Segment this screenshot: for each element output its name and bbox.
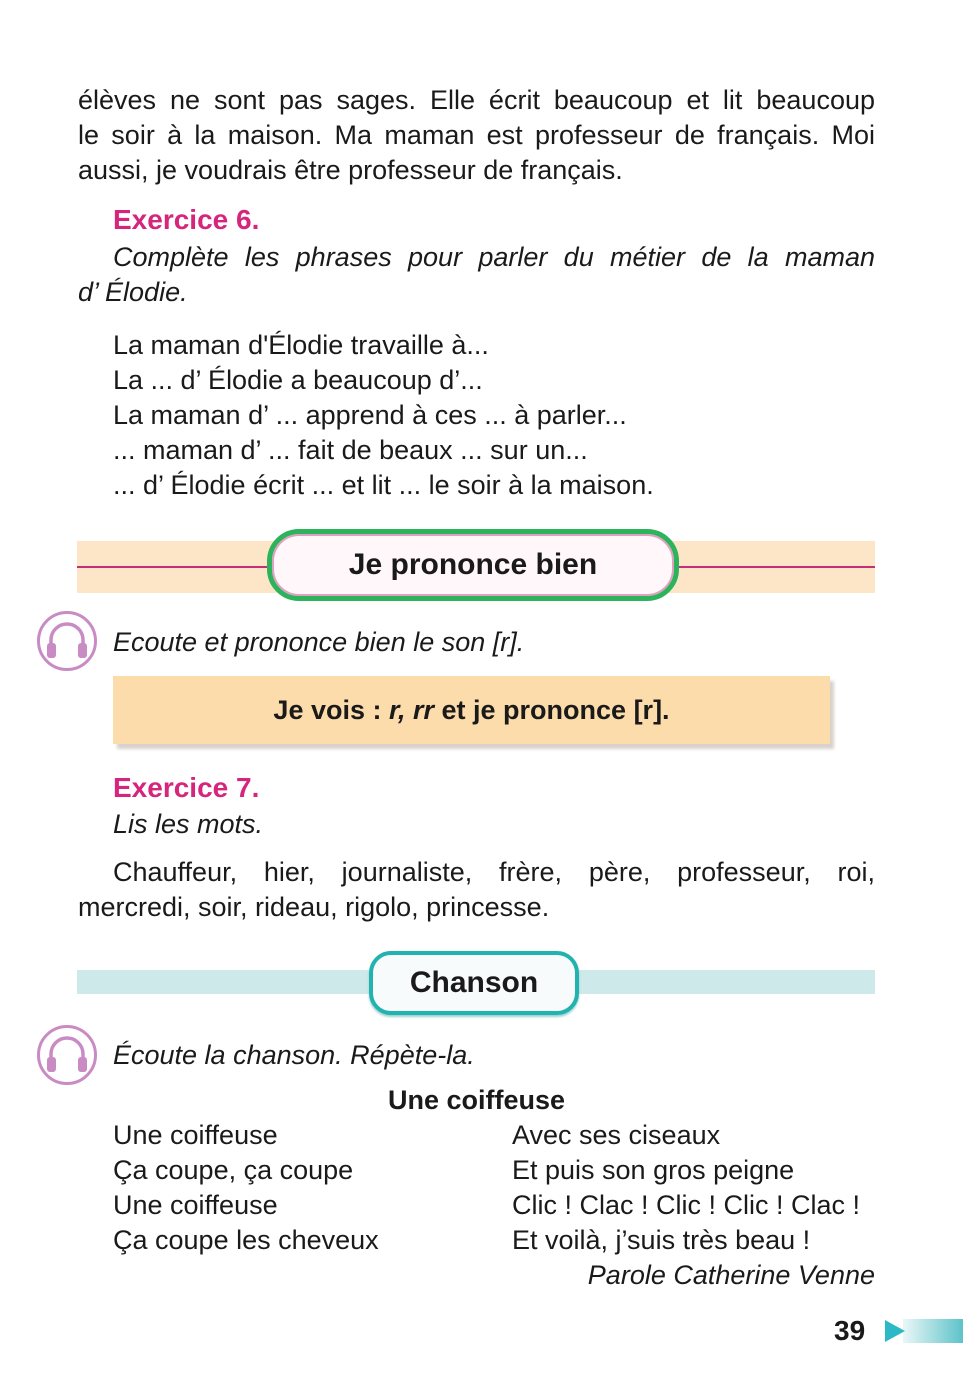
list-item: ... maman d’ ... fait de beaux ... sur un...	[113, 435, 588, 465]
exercise-7-title: Exercice 7.	[113, 772, 260, 803]
page-number: 39	[834, 1315, 866, 1346]
pronounce-section-title	[267, 529, 679, 601]
exercise-6-title: Exercice 6.	[113, 204, 260, 235]
verse-line: Une coiffeuse	[113, 1190, 278, 1220]
list-item: ... d’ Élodie écrit ... et lit ... le soir à la maison.	[113, 470, 654, 500]
intro-line-3: aussi, je voudrais être professeur de français.	[78, 155, 623, 185]
exercise-7-words-line-1: Chauffeur, hier, journaliste, frère, père, professeur, roi,	[113, 857, 875, 887]
intro-line-2: le soir à la maison. Ma maman est professeur de français. Moi	[78, 120, 875, 150]
rule-prefix: Je vois :	[273, 694, 389, 725]
verse-line: Ça coupe, ça coupe	[113, 1155, 354, 1185]
song-credit: Parole Catherine Venne	[587, 1260, 875, 1290]
next-page-arrow-icon	[883, 1318, 963, 1344]
headphones-icon[interactable]	[36, 610, 98, 672]
exercise-6-instruction-cont: d’ Élodie.	[78, 277, 188, 307]
verse-line: Une coiffeuse	[113, 1120, 278, 1150]
song-section-title-text: Chanson	[409, 966, 539, 999]
pronounce-rule-box	[113, 676, 830, 744]
list-item: La maman d’ ... apprend à ces ... à parler...	[113, 400, 627, 430]
song-section-title	[369, 951, 579, 1015]
headphones-icon[interactable]	[36, 1024, 98, 1086]
verse-line: Avec ses ciseaux	[512, 1120, 721, 1150]
exercise-7-instruction: Lis les mots.	[113, 809, 264, 839]
exercise-7-words-line-2: mercredi, soir, rideau, rigolo, princesse.	[78, 892, 550, 922]
rule-letters: r, rr	[388, 694, 435, 725]
pronounce-section-title-text: Je prononce bien	[348, 548, 598, 581]
verse-line: Clic ! Clac ! Clic ! Clic ! Clac !	[512, 1190, 861, 1220]
intro-line-1: élèves ne sont pas sages. Elle écrit beaucoup et lit beaucoup	[78, 85, 875, 115]
verse-line: Et puis son gros peigne	[512, 1155, 795, 1185]
song-instruction: Écoute la chanson. Répète-la.	[113, 1040, 475, 1070]
rule-suffix: et je prononce [r].	[434, 694, 670, 725]
song-title: Une coiffeuse	[387, 1085, 566, 1115]
pronounce-instruction: Ecoute et prononce bien le son [r].	[113, 627, 525, 657]
list-item: La maman d'Élodie travaille à...	[113, 330, 489, 360]
verse-line: Ça coupe les cheveux	[113, 1225, 379, 1255]
list-item: La ... d’ Élodie a beaucoup d’...	[113, 365, 483, 395]
verse-line: Et voilà, j’suis très beau !	[512, 1225, 811, 1255]
exercise-6-instruction: Complète les phrases pour parler du métier de la maman	[113, 242, 875, 272]
